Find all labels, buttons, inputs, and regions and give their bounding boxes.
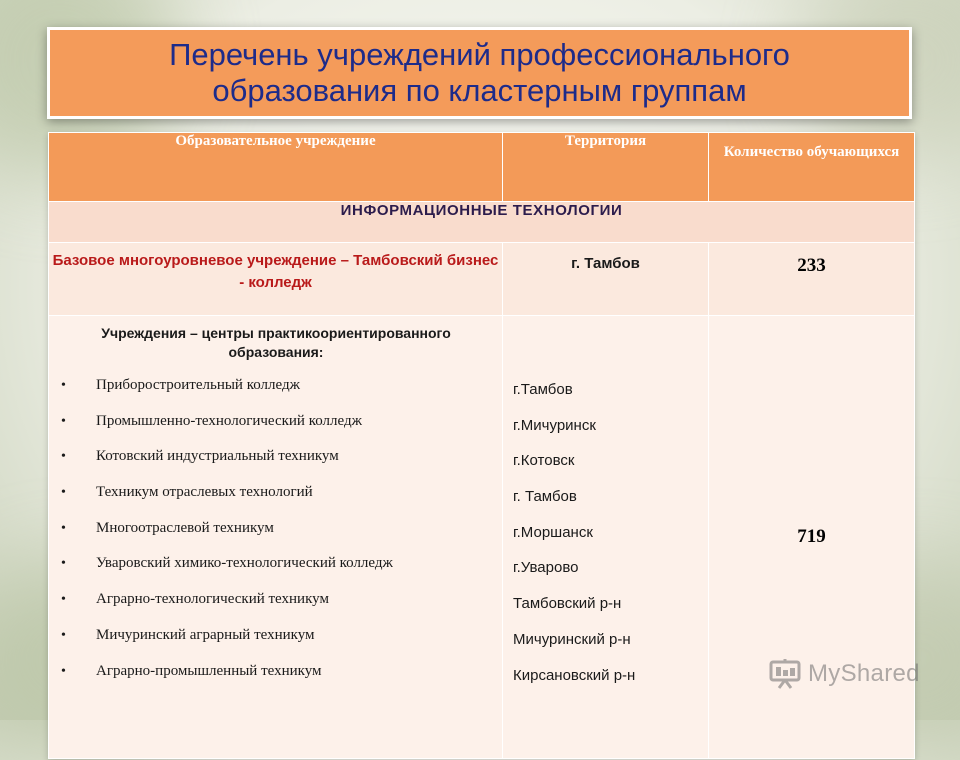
centers-list-cell: [49, 316, 503, 759]
centers-territory-cell: [503, 316, 709, 759]
college-territory: г.Моршанск: [513, 523, 593, 541]
college-territory: Тамбовский р-н: [513, 595, 622, 613]
bullet-icon: •: [61, 520, 66, 536]
list-item: [58, 519, 494, 555]
college-territory: г.Мичуринск: [513, 416, 596, 434]
centers-heading: Учреждения – центры практикоориентированного образования:: [101, 325, 451, 360]
slide-title-box: [47, 27, 912, 119]
bullet-icon: •: [61, 627, 66, 643]
bullet-icon: •: [61, 556, 66, 572]
college-name: Аграрно-промышленный техникум: [96, 662, 322, 679]
college-name: Техникум отраслевых технологий: [96, 484, 313, 501]
centers-row: [49, 316, 915, 759]
centers-count: 719: [709, 316, 915, 759]
list-item: [58, 447, 494, 483]
bullet-icon: •: [61, 663, 66, 679]
slide-title: Перечень учреждений профессионального образования по кластерным группам: [169, 37, 790, 108]
college-territory: г.Уварово: [513, 559, 579, 577]
header-count: Количество обучающихся: [709, 133, 915, 202]
list-item: [58, 626, 494, 662]
bullet-icon: •: [61, 413, 66, 429]
header-institution: Образовательное учреждение: [49, 133, 503, 202]
college-name: Аграрно-технологический техникум: [96, 591, 329, 608]
watermark-text: MyShared: [808, 660, 920, 687]
college-name: Приборостроительный колледж: [96, 377, 300, 393]
bullet-icon: •: [61, 378, 66, 393]
bullet-icon: •: [61, 485, 66, 501]
presentation-board-icon: [768, 658, 802, 690]
college-territory: Кирсановский р-н: [513, 666, 636, 684]
category-label: ИНФОРМАЦИОННЫЕ ТЕХНОЛОГИИ: [49, 202, 915, 243]
table-header-row: [49, 133, 915, 202]
category-row: [49, 202, 915, 243]
list-item: [58, 376, 494, 412]
list-item: [58, 412, 494, 448]
base-institution-row: [49, 243, 915, 316]
college-territory: г. Тамбов: [513, 488, 577, 506]
base-institution-count: 233: [709, 243, 915, 316]
bullet-icon: •: [61, 592, 66, 608]
college-name: Промышленно-технологический колледж: [96, 412, 362, 429]
list-item: [58, 554, 494, 590]
college-name: Мичуринский аграрный техникум: [96, 626, 315, 643]
college-territory: г.Котовск: [513, 452, 575, 470]
watermark: [768, 658, 920, 690]
list-item: [58, 662, 494, 698]
colleges-list: [58, 376, 494, 697]
list-item: [58, 590, 494, 626]
base-institution-name: Базовое многоуровневое учреждение – Тамбовский бизнес - колледж: [49, 243, 503, 316]
college-territory: г.Тамбов: [513, 381, 573, 398]
header-territory: Территория: [503, 133, 709, 202]
base-institution-territory: г. Тамбов: [503, 243, 709, 316]
list-item: [58, 483, 494, 519]
college-territory: Мичуринский р-н: [513, 630, 631, 648]
college-name: Уваровский химико-технологический колледж: [96, 555, 393, 572]
bullet-icon: •: [61, 449, 66, 465]
college-name: Многоотраслевой техникум: [96, 519, 274, 536]
college-name: Котовский индустриальный техникум: [96, 448, 339, 465]
